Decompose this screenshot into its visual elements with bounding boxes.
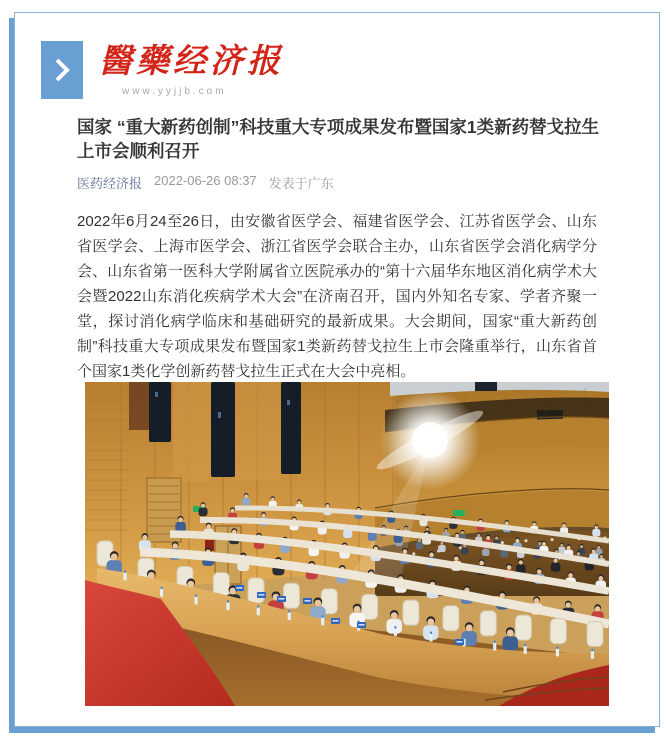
wall-panel-highlight <box>235 382 281 480</box>
publish-datetime: 2022-06-26 08:37 <box>154 173 257 188</box>
exit-sign <box>453 510 465 516</box>
article-title: 国家 “重大新药创制”科技重大专项成果发布暨国家1类新药替戈拉生上市会顺利召开 <box>77 117 600 161</box>
publish-location: 发表于广东 <box>268 176 334 191</box>
article-body: 2022年6月24至26日，由安徽省医学会、福建省医学会、江苏省医学会、山东省医学会、上海市医学会、浙江省医学会联合主办，山东省医学会消化病学分会、山东省第一医科大学附属省立医院承办的“第十六届华东地区消化病学术大会暨2022山东消化疾病学术大会”在济南召开，国内外知名专家、学者齐聚一堂，探讨消化病学临床和基础研究的最新成果。大会期间，国家“重大新药创制”科技重大专项成果发布暨国家1类新药替戈拉生上市会隆重举行，山东省首个国家1类化学创新药替戈拉生正式在大会中亮相。 <box>77 213 597 380</box>
article-card <box>14 12 660 727</box>
publication-url: www.yyjjb.com <box>122 86 227 97</box>
conference-photo-illustration <box>85 382 609 706</box>
source-link[interactable]: 医药经济报 <box>77 176 143 191</box>
publication-logo[interactable]: 醫藥经济报 <box>99 41 284 80</box>
wall-panel-highlight <box>173 382 211 482</box>
ceiling-window <box>475 382 497 391</box>
chevron-right-icon <box>54 57 70 83</box>
byline <box>77 173 334 192</box>
conference-photo[interactable] <box>85 382 609 706</box>
back-chevron-button[interactable] <box>41 41 83 99</box>
